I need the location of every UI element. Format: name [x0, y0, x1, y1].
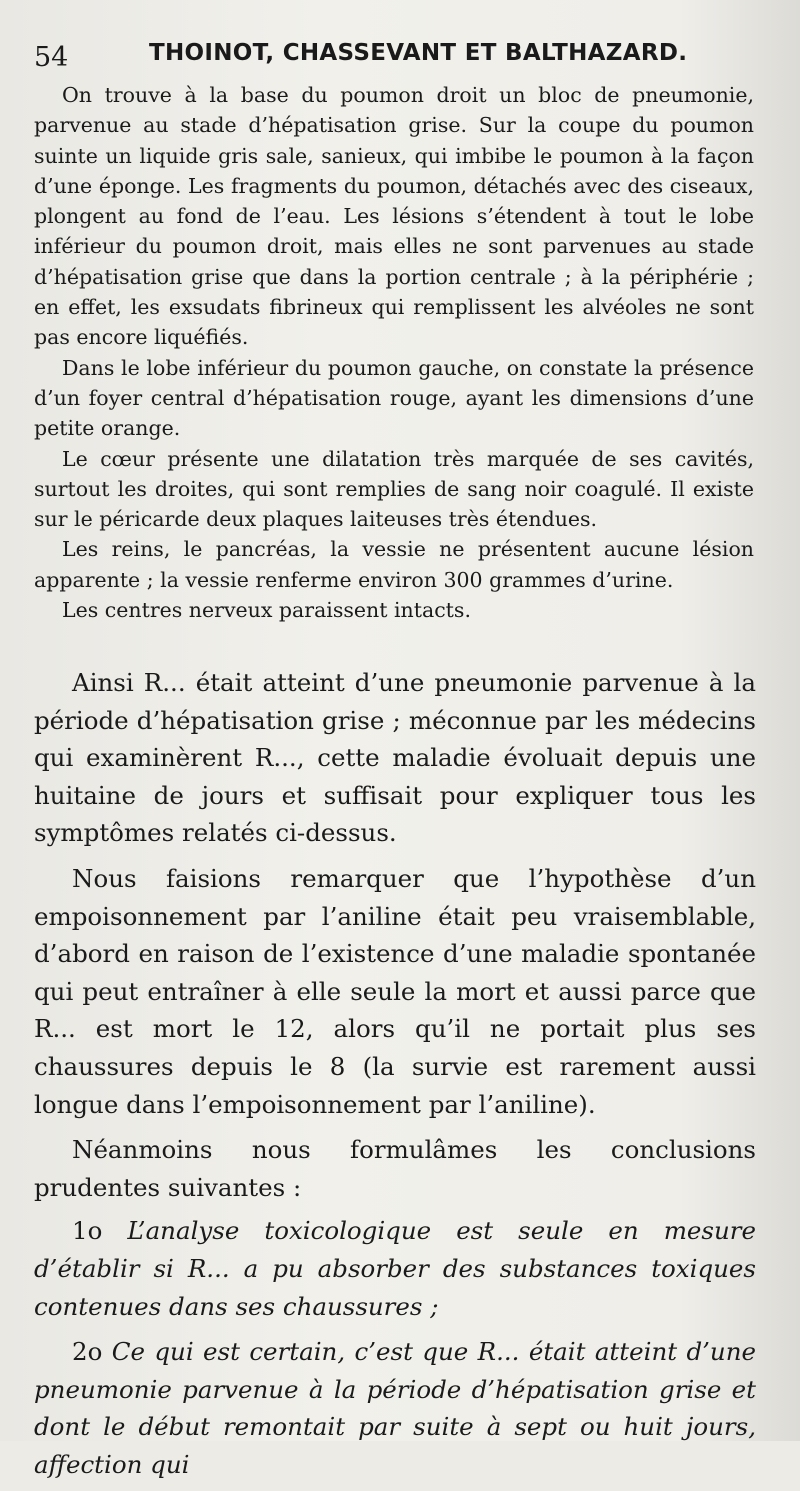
- paragraph-conclusions-intro: Néanmoins nous formulâmes les conclusions prudentes suivantes :: [34, 1135, 756, 1202]
- conclusion-text: Ce qui est certain, c’est que R... était atteint d’une pneumonie parvenue à la période d’hépatisation grise et dont le début remontait par suite à sept ou huit jours, affection qui: [34, 1337, 756, 1479]
- conclusion-item-2: [34, 1333, 756, 1483]
- paragraph-diagnosis: Ainsi R... était atteint d’une pneumonie parvenue à la période d’hépatisation grise ; méconnue par les médecins qui examinèrent R..., cette maladie évoluait depuis une huitaine de jours et suffisait pour expliquer tous les symptômes relatés ci-dessus.: [34, 668, 756, 848]
- page-header: [34, 34, 760, 74]
- autopsy-findings: [34, 80, 754, 625]
- page-number: 54: [34, 42, 69, 73]
- paragraph-right-lung: On trouve à la base du poumon droit un bloc de pneumonie, parvenue au stade d’hépatisation grise. Sur la coupe du poumon suinte un liquide gris sale, sanieux, qui imbibe le poumon à la façon d’une éponge. Les fragments du poumon, détachés avec des ciseaux, plongent au fond de l’eau. Les lésions s’étendent à tout le lobe inférieur du poumon droit, mais elles ne sont parvenues au stade d’hépatisation grise que dans la portion centrale ; à la périphérie ; en effet, les exsudats fibrineux qui remplissent les alvéoles ne sont pas encore liquéfiés.: [34, 83, 754, 350]
- paragraph-left-lung: Dans le lobe inférieur du poumon gauche, on constate la présence d’un foyer central d’hépatisation rouge, ayant les dimensions d’une petite orange.: [34, 355, 754, 441]
- paragraph-nervous-centers: Les centres nerveux paraissent intacts.: [62, 598, 471, 623]
- conclusion-item-1: [34, 1212, 756, 1325]
- paragraph-kidneys: Les reins, le pancréas, la vessie ne présentent aucune lésion apparente ; la vessie renferme environ 300 grammes d’urine.: [34, 537, 754, 592]
- paragraph-heart: Le cœur présente une dilatation très marquée de ses cavités, surtout les droites, qui sont remplies de sang noir coagulé. Il existe sur le péricarde deux plaques laiteuses très étendues.: [34, 446, 754, 532]
- conclusion-number: 1o: [72, 1216, 103, 1246]
- discussion: [34, 664, 756, 1491]
- conclusion-number: 2o: [72, 1337, 103, 1367]
- conclusion-text: L’analyse toxicologique est seule en mesure d’établir si R... a pu absorber des substances toxiques contenues dans ses chaussures ;: [34, 1216, 756, 1321]
- running-head: THOINOT, CHASSEVANT ET BALTHAZARD.: [149, 40, 688, 66]
- paragraph-hypothesis: Nous faisions remarquer que l’hypothèse d’un empoisonnement par l’aniline était peu vraisemblable, d’abord en raison de l’existence d’une maladie spontanée qui peut entraîner à elle seule la mort et aussi parce que R... est mort le 12, alors qu’il ne portait plus ses chaussures depuis le 8 (la survie est rarement aussi longue dans l’empoisonnement par l’aniline).: [34, 863, 756, 1119]
